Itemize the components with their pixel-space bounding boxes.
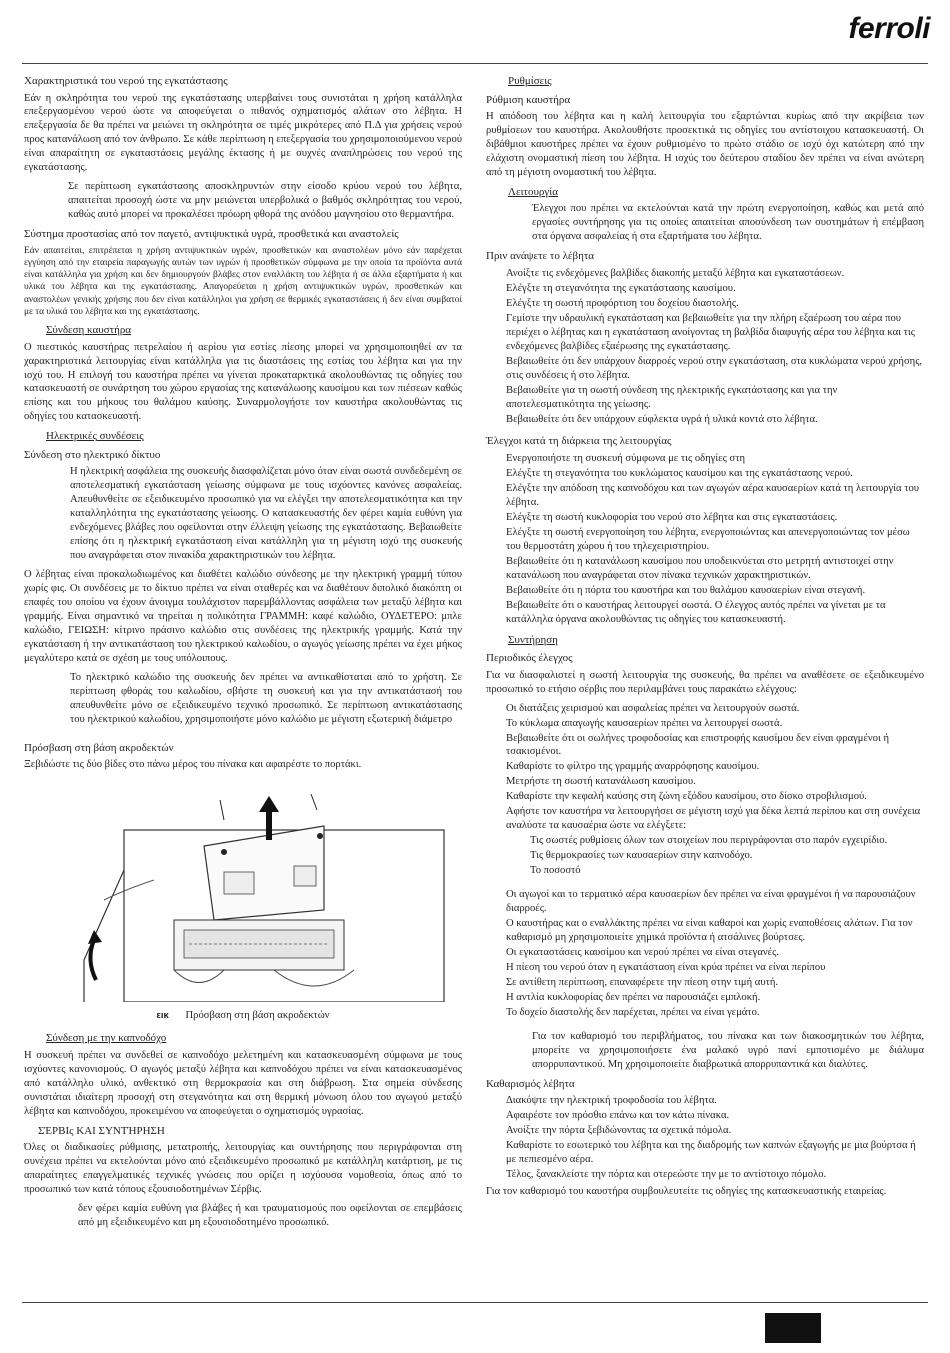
list-subitem: Τις θερμοκρασίες των καυσαερίων στην καπνοδόχο. [530, 850, 753, 862]
heading-before-ignition: Πριν ανάψετε το λέβητα [486, 250, 595, 263]
list-item: Ελέγξτε τη σωστή ενεργοποίηση του λέβητα, ενεργοποιώντας και απενεργοποιώντας τον μέσω του θερμοστάτη χώρου ή του τηλεχειριστηρίου. [506, 526, 910, 552]
heading-settings: Ρυθμίσεις [508, 75, 552, 87]
list-item: Το δοχείο διαστολής δεν παρέχεται, πρέπει να είναι γεμάτο. [506, 1006, 760, 1018]
paragraph-burner-adjustment: Η απόδοση του λέβητα και η καλή λειτουργία του εξαρτώνται κυρίως από την ακρίβεια των ρυθμίσεων του καυστήρα. Ακολουθήστε προσεκτικά τις οδηγίες του αντίστοιχου κατασκευαστή. Οι διβάθμιοι καυστήρες πρέπει να έχουν ρυθμισμένο το πρώτο στάδιο σε ισχύ όχι κατώτερη από την ελάχιστη ονομαστική πίεση του λέβητα. Η ισχύς του δεύτερου σταδίου δεν πρέπει να είναι ανώτερη από τη μέγιστη ονομαστική του λέβητα. [486, 111, 924, 178]
list-item: Καθαρίστε το εσωτερικό του λέβητα και της διαδρομής των καπνών εξαγωγής με μια βούρτσα ή με πεπιεσμένο αέρα. [506, 1140, 916, 1166]
page-number-box [765, 1313, 821, 1343]
checklist-annual-continued [486, 888, 924, 1020]
paragraph-terminal-access: Ξεβιδώστε τις δύο βίδες στο πάνω μέρος του πίνακα και αφαιρέστε το πορτάκι. [24, 759, 362, 771]
list-item: Ελέγξτε τη σωστή κυκλοφορία του νερού στο λέβητα και στις εγκαταστάσεις. [506, 511, 838, 523]
paragraph-chimney: Η συσκευή πρέπει να συνδεθεί σε καπνοδόχο μελετημένη και κατασκευασμένη σύμφωνα με τους ισχύοντες κανονισμούς. Ο αγωγός μεταξύ λέβητα και καπνοδόχου πρέπει να είναι κατασκευασμένος από κατάλληλο υλικό, ανθεκτικό στη θερμοκρασία και στη διάβρωση. Στα σημεία σύνδεσης συνιστάται ιδιαίτερη προσοχή στη στεγανότητα και στη θερμική μόνωση όλου του αγωγού μεταξύ λέβητα και καπνοδόχου, προκειμένου να αποφεύγεται ο σχηματισμός υγρασίας. [24, 1049, 462, 1117]
heading-periodic-check: Περιοδικός έλεγχος [486, 652, 573, 665]
heading-boiler-cleaning: Καθαρισμός λέβητα [486, 1077, 575, 1090]
list-item: Ελέγξτε τη στεγανότητα της εγκατάστασης καυσίμου. [506, 282, 736, 294]
checklist-annual [486, 702, 924, 879]
heading-operation-checks: Έλεγχοι κατά τη διάρκεια της λειτουργίας [486, 435, 672, 448]
checklist-operation [486, 452, 924, 627]
list-item: Ο καυστήρας και ο εναλλάκτης πρέπει να είναι καθαροί και χωρίς εναποθέσεις αλάτων. Για τον καθαρισμό μη χρησιμοποιείτε χημικά προϊόντα ή ατσάλινες βούρτσες. [506, 918, 913, 944]
list-item: Σε αντίθετη περίπτωση, επαναφέρετε την πίεση στην τιμή αυτή. [506, 977, 779, 989]
list-item: Μετρήστε τη σωστή κατανάλωση καυσίμου. [506, 776, 696, 788]
list-item: Ελέγξτε την απόδοση της καπνοδόχου και των αγωγών αέρα καυσαερίων κατά τη λειτουργία του λέβητα. [506, 482, 920, 508]
heading-operation: Λειτουργία [508, 185, 558, 198]
note-first-start: Έλεγχοι που πρέπει να εκτελούνται κατά την πρώτη ενεργοποίηση, καθώς και μετά από εργασίες συντήρησης για τις οποίες απαιτείται αποσύνδεση των συστημάτων ή επέμβαση στα όργανα ασφαλείας ή στα εξαρτήματα του λέβητα. [532, 203, 924, 243]
list-item: Ελέγξτε τη στεγανότητα του κυκλώματος καυσίμου και της εγκατάστασης νερού. [506, 467, 853, 479]
paragraph-water-hardness: Εάν η σκληρότητα του νερού της εγκατάστασης υπερβαίνει τους συνιστάται η χρήση κατάλληλα επεξεργασμένου νερού ώστε να αποφεύγεται ο πιθανός σχηματισμός αλάτων στο λέβητα. Η επεξεργασία δε θα πρέπει να μειώνει τη σκληρότητα σε τιμές μικρότερες από Π.Δ για χρήσεις νερού προς κατανάλωση από τον άνθρωπο. Σε κάθε περίπτωση η επεξεργασία του χρησιμοποιούμενου νερού είναι απαραίτητη σε εγκαταστάσεις μεγάλης έκτασης ή με συχνές αναπληρώσεις του νερού της εγκατάστασης. [24, 92, 462, 174]
list-item: Το κύκλωμα απαγωγής καυσαερίων πρέπει να λειτουργεί σωστά. [506, 717, 783, 729]
paragraph-service: Όλες οι διαδικασίες ρύθμισης, μετατροπής, λειτουργίας και συντήρησης που περιγράφονται στη συνέχεια πρέπει να εκτελούνται μόνο από εξειδικευμένο προσωπικό με κατάλληλη κατάρτιση, με τις απαραίτητες επαγγελματικές τεχνικές γνώσεις που ορίζει η ισχύουσα νομοθεσία, όπως από το προσωπικό των κατά τόπους εξουσιοδοτημένων Σέρβις. [24, 1142, 462, 1196]
note-softeners: Σε περίπτωση εγκατάστασης αποσκληρυντών στην είσοδο κρύου νερού του λέβητα, απαιτείται προσοχή ώστε να μην μειώνεται υπερβολικά ο βαθμός σκληρότητας του νερού, καθώς αυτό μπορεί να προκαλέσει πρόωρη φθορά της ανόδου μαγνησίου στο θερμαντήρα. [68, 181, 462, 221]
list-item: Ελέγξτε τη σωστή προφόρτιση του δοχείου διαστολής. [506, 297, 739, 309]
paragraph-antifreeze: Εάν απαιτείται, επιτρέπεται η χρήση αντιψυκτικών υγρών, προσθετικών και αναστολέων μόνο εάν παρέχεται εγγύηση από την εταιρεία παραγωγής αυτών των υγρών ή προσθετικών σύμφωνα με την οποία τα προϊόντα αυτά είναι κατάλληλα για χρήση και δεν δημιουργούν βλάβες στον εναλλάκτη του λέβητα ή σε άλλα εξαρτήματα ή και υλικά του λέβητα και της εγκατάστασης. Απαγορεύεται η χρήση αντιψυκτικών υγρών, προσθετικών και αναστολέων γενικής χρήσης που δεν είναι κατάλληλοι για χρήση σε θερμικές εγκαταστάσεις ή δεν είναι συμβατοί με τα υλικά του λέβητα και της εγκατάστασης. [24, 245, 462, 317]
heading-chimney-connection: Σύνδεση με την καπνοδόχο [46, 1032, 167, 1045]
list-item: Διακόψτε την ηλεκτρική τροφοδοσία του λέβητα. [506, 1095, 717, 1107]
list-item: Οι εγκαταστάσεις καυσίμου και νερού πρέπει να είναι στεγανές. [506, 947, 779, 959]
footer-divider [22, 1302, 928, 1303]
figure-caption-text: Πρόσβαση στη βάση ακροδεκτών [185, 1010, 330, 1022]
list-item: Βεβαιωθείτε ότι ο καυστήρας λειτουργεί σωστά. Ο έλεγχος αυτός πρέπει να γίνεται με τα κατάλληλα όργανα ακολουθώντας τις οδηγίες του κατασκευαστή. [506, 599, 886, 625]
list-item: Γεμίστε την υδραυλική εγκατάσταση και βεβαιωθείτε για την πλήρη εξαέρωση του αέρα που περιέχει ο λέβητας και η εγκατάσταση ανοίγοντας τη βαλβίδα διαφυγής αέρα του λέβητα και τις ενδεχόμενες βαλβίδες εξαέρωσης της εγκατάστασης. [506, 312, 915, 352]
list-subitem: Το ποσοστό [530, 865, 581, 877]
heading-water-characteristics: Χαρακτηριστικά του νερού της εγκατάστασης [24, 75, 228, 87]
list-item: Καθαρίστε την κεφαλή καύσης στη ζώνη εξόδου καυσίμου, στο δίσκο στροβιλισμού. [506, 791, 867, 803]
heading-electrical-connections: Ηλεκτρικές συνδέσεις [46, 430, 144, 443]
paragraph-burner-cleaning: Για τον καθαρισμό του καυστήρα συμβουλευτείτε τις οδηγίες της κατασκευαστικής εταιρείας. [486, 1186, 887, 1198]
heading-maintenance: Συντήρηση [508, 633, 558, 646]
ferroli-logo: ferroli [848, 12, 930, 45]
paragraph-prewired: Ο λέβητας είναι προκαλωδιωμένος και διαθέτει καλώδιο σύνδεσης με την ηλεκτρική γραμμή τύπου χωρίς φις. Οι συνδέσεις με το δίκτυο πρέπει να είναι σταθερές και να διαθέτουν διπολικό διακόπτη οι επαφές του οποίου να έχουν άνοιγμα τουλάχιστον παρεμβάλλοντας ασφάλεια των μεταξύ λέβητα και γραμμής. Είναι σημαντικό να τηρείται η πολικότητα ΓΡΑΜΜΗ: καφέ καλώδιο, ΟΥΔΕΤΕΡΟ: μπλε καλώδιο, ΓΕΙΩΣΗ: κίτρινο πράσινο καλώδιο στις συνδέσεις της ηλεκτρικής γραμμής. Κατά την εγκατάσταση ή την αντικατάσταση του ηλεκτρικού καλωδίου, ο αγωγός γείωσης πρέπει να έχει μήκος μεγαλύτερο κατά σε σχέση με τους υπόλοιπους. [24, 569, 462, 665]
list-item: Καθαρίστε το φίλτρο της γραμμής αναρρόφησης καυσίμου. [506, 761, 760, 773]
heading-service-maintenance: ΣΈΡΒΙς ΚΑΙ ΣΥΝΤΉΡΗΣΗ [38, 1124, 165, 1137]
paragraph-annual-service: Για να διασφαλιστεί η σωστή λειτουργία της συσκευής, θα πρέπει να αναθέσετε σε εξειδικευμένο προσωπικό το ετήσιο σέρβις που περιλαμβάνει τους παρακάτω ελέγχους: [486, 669, 924, 695]
list-item: Βεβαιωθείτε ότι δεν υπάρχουν εύφλεκτα υγρά ή υλικά κοντά στο λέβητα. [506, 413, 818, 425]
list-item: Βεβαιωθείτε ότι η πόρτα του καυστήρα και του θαλάμου καυσαερίων είναι στεγανή. [506, 584, 866, 596]
list-item: Βεβαιωθείτε ότι η κατανάλωση καυσίμου που υποδεικνύεται στο μετρητή αντιστοιχεί στην κατανάλωση που αναγράφεται στον πίνακα τεχνικών χαρακτηριστικών. [506, 555, 894, 581]
list-item: Οι αγωγοί και το τερματικό αέρα καυσαερίων δεν πρέπει να είναι φραγμένοι ή να παρουσιάζουν διαρροές. [506, 889, 916, 915]
list-item: Βεβαιωθείτε ότι οι σωλήνες τροφοδοσίας και επιστροφής καυσίμου δεν είναι φραγμένοι ή τσακισμένοι. [506, 732, 890, 758]
list-item: Αφαιρέστε τον πρόσθιο επάνω και τον κάτω πίνακα. [506, 1110, 730, 1122]
list-item: Ενεργοποιήστε τη συσκευή σύμφωνα με τις οδηγίες στη [506, 452, 746, 464]
list-item: Η αντλία κυκλοφορίας δεν πρέπει να παρουσιάζει εμπλοκή. [506, 991, 761, 1003]
list-item: Ανοίξτε την πόρτα ξεβιδώνοντας τα σχετικά πόμολα. [506, 1125, 732, 1137]
note-power-cable: Το ηλεκτρικό καλώδιο της συσκευής δεν πρέπει να αντικαθίσταται από το χρήστη. Σε περίπτωση φθοράς του καλωδίου, σβήστε τη συσκευή και για την αντικατάστασή του απευθυνθείτε μόνο σε εξειδικευμένο τεχνικό προσωπικό. Σε περίπτωση αντικατάστασης του ηλεκτρικού καλωδίου, χρησιμοποιήστε μόνο καλώδιο με μέγιστη εξωτερική διάμετρο [70, 671, 462, 725]
list-item: Η πίεση του νερού όταν η εγκατάσταση είναι κρύα πρέπει να είναι περίπου [506, 962, 826, 974]
heading-frost-protection: Σύστημα προστασίας από τον παγετό, αντιψυκτικά υγρά, προσθετικά και αναστολείς [24, 228, 399, 241]
list-subitem: Τις σωστές ρυθμίσεις όλων των στοιχείων που περιγράφονται στο παρόν εγχειρίδιο. [530, 835, 888, 847]
figure-caption [24, 1009, 462, 1023]
heading-grid-connection: Σύνδεση στο ηλεκτρικό δίκτυο [24, 448, 161, 461]
figure-terminal-board [24, 780, 462, 1023]
checklist-before-ignition [486, 267, 924, 427]
paragraph-liability: δεν φέρει καμία ευθύνη για βλάβες ή και τραυματισμούς που οφείλονται σε επεμβάσεις από μη εξειδικευμένο και μη εξουσιοδοτημένο προσωπικό. [78, 1203, 462, 1228]
list-item: Οι διατάξεις χειρισμού και ασφαλείας πρέπει να λειτουργούν σωστά. [506, 702, 800, 714]
paragraph-burner: Ο πιεστικός καυστήρας πετρελαίου ή αερίου για εστίες πίεσης μπορεί να χρησιμοποιηθεί αν τα χαρακτηριστικά λειτουργίας είναι κατάλληλα για τις διαστάσεις της εστίας του λέβητα και για την ισχύ του. Η επιλογή του καυστήρα πρέπει να γίνεται προκαταρκτικά ακολουθώντας τις οδηγίες του κατασκευαστή σε συνάρτηση του χώρου εργασίας της κατανάλωσης καυσίμου και των πιέσεων καθώς επίσης και του μήκους του θαλάμου καύσης. Συναρμολογήστε τον καυστήρα ακολουθώντας τις οδηγίες του κατασκευαστή. [24, 341, 462, 423]
heading-burner-adjustment: Ρύθμιση καυστήρα [486, 93, 571, 106]
checklist-cleaning [486, 1094, 924, 1182]
right-column [486, 70, 924, 1204]
list-item: Βεβαιωθείτε ότι δεν υπάρχουν διαρροές νερού στην εγκατάσταση, στα κυκλώματα νερού χρήσης, στις συνδέσεις ή στο λέβητα. [506, 355, 923, 381]
list-item: Ανοίξτε τις ενδεχόμενες βαλβίδες διακοπής μεταξύ λέβητα και εγκαταστάσεων. [506, 267, 845, 279]
left-column [24, 70, 462, 1235]
heading-terminal-access: Πρόσβαση στη βάση ακροδεκτών [24, 741, 174, 754]
figure-number: εικ [156, 1010, 169, 1022]
list-item: Αφήστε τον καυστήρα να λειτουργήσει σε μέγιστη ισχύ για δέκα λεπτά περίπου και στη συνέχεια αναλύστε τα καυσαέρια ώστε να ελέγξετε: [506, 806, 921, 832]
boiler-panel-illustration [24, 780, 462, 1002]
heading-burner-connection: Σύνδεση καυστήρα [46, 324, 132, 337]
note-cleaning-casing: Για τον καθαρισμό του περιβλήματος, του πίνακα και των διακοσμητικών του λέβητα, μπορείτε να χρησιμοποιήσετε ένα μαλακό υγρό πανί εμποτισμένο με διάλυμα απορρυπαντικού. Μη χρησιμοποιείτε διαβρωτικά απορρυπαντικά και διαλύτες. [532, 1030, 924, 1070]
header-divider [22, 63, 928, 64]
list-item: Βεβαιωθείτε για τη σωστή σύνδεση της ηλεκτρικής εγκατάστασης και για την αποτελεσματικότητα της γείωσης. [506, 384, 838, 410]
list-item: Τέλος, ξανακλείστε την πόρτα και στερεώστε την με το αντίστοιχο πόμολο. [506, 1169, 827, 1181]
note-electrical-safety: Η ηλεκτρική ασφάλεια της συσκευής διασφαλίζεται μόνο όταν είναι σωστά συνδεδεμένη σε αποτελεσματική εγκατάσταση γείωσης σύμφωνα με τους ισχύοντες κανόνες ασφαλείας. Απευθυνθείτε σε εξειδικευμένο προσωπικό για να ελέγξει την αποτελεσματικότητα και την καταλληλότητα της εγκατάστασης γείωσης. Ο κατασκευαστής δεν φέρει καμία ευθύνη για ενδεχόμενες βλάβες που οφείλονται στην έλλειψη γείωσης της εγκατάστασης. Βεβαιωθείτε επίσης ότι η ηλεκτρική εγκατάσταση είναι κατάλληλη για τη μέγιστη ισχύ της συσκευής που αναγράφεται στον πινακίδα χαρακτηριστικών του λέβητα. [70, 466, 462, 562]
